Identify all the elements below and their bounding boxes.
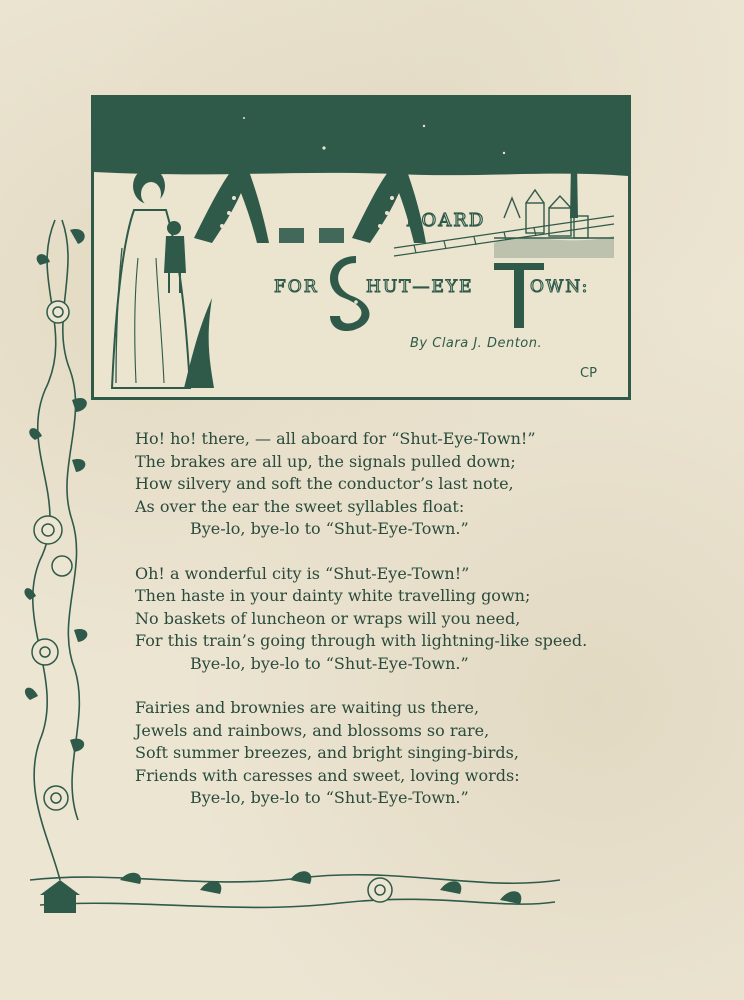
title-board-text: BOARD [406,210,486,231]
stanza-3 [135,697,615,810]
stanza-1 [135,428,615,541]
rose-icon [44,786,68,810]
poem-line: Soft summer breezes, and bright singing-birds, [135,743,519,762]
rose-icon [52,556,72,576]
poem-line: The brakes are all up, the signals pulled down; [135,451,516,471]
star [243,117,245,119]
poem-line: Ho! ho! there, — all aboard for “Shut-Eye-Town!” [135,429,536,448]
night-sky [94,98,628,176]
poem-refrain: Bye-lo, bye-lo to “Shut-Eye-Town.” [190,519,469,538]
night-scene-illustration [94,98,628,397]
star [503,152,505,154]
poem-line: Then haste in your dainty white travelling gown; [135,586,531,605]
poem-line: Oh! a wonderful city is “Shut-Eye-Town!” [135,563,470,583]
poem-line: For this train’s going through with lightning-like speed. [135,631,588,650]
rose-center-icon [53,307,63,317]
poem-line: Friends with caresses and sweet, loving words: [135,765,520,785]
star [322,146,325,149]
poem [135,428,615,832]
rose-center-icon [375,885,385,895]
rose-center-icon [40,647,50,657]
poem-line: Fairies and brownies are waiting us there, [135,698,480,717]
woman-with-doll-figure [112,168,214,388]
poem-refrain: Bye-lo, bye-lo to “Shut-Eye-Town.” [190,788,469,807]
star [423,125,425,127]
author-byline: By Clara J. Denton. [410,336,543,351]
header-illustration [91,95,631,400]
poem-refrain: Bye-lo, bye-lo to “Shut-Eye-Town.” [190,653,469,673]
title-for-text: FOR [274,277,319,297]
stanza-2 [135,563,615,676]
title-lettering-ornament [194,148,544,331]
rose-center-icon [51,793,61,803]
title-own-text: OWN: [530,277,590,297]
rose-icon [47,301,69,323]
artist-monogram: CP [580,366,597,381]
poem-line: No baskets of luncheon or wraps will you need, [135,608,521,628]
poem-line: How silvery and soft the conductor’s last note, [135,474,514,493]
rose-center-icon [42,524,54,536]
rose-icon [368,878,392,902]
cottage-icon [40,880,80,913]
rose-icon [34,516,62,544]
poem-line: Jewels and rainbows, and blossoms so rare, [135,720,490,740]
poem-line: As over the ear the sweet syllables float: [135,496,465,516]
rose-icon [32,639,58,665]
title-hut-eye-text: HUT—EYE [366,277,474,297]
